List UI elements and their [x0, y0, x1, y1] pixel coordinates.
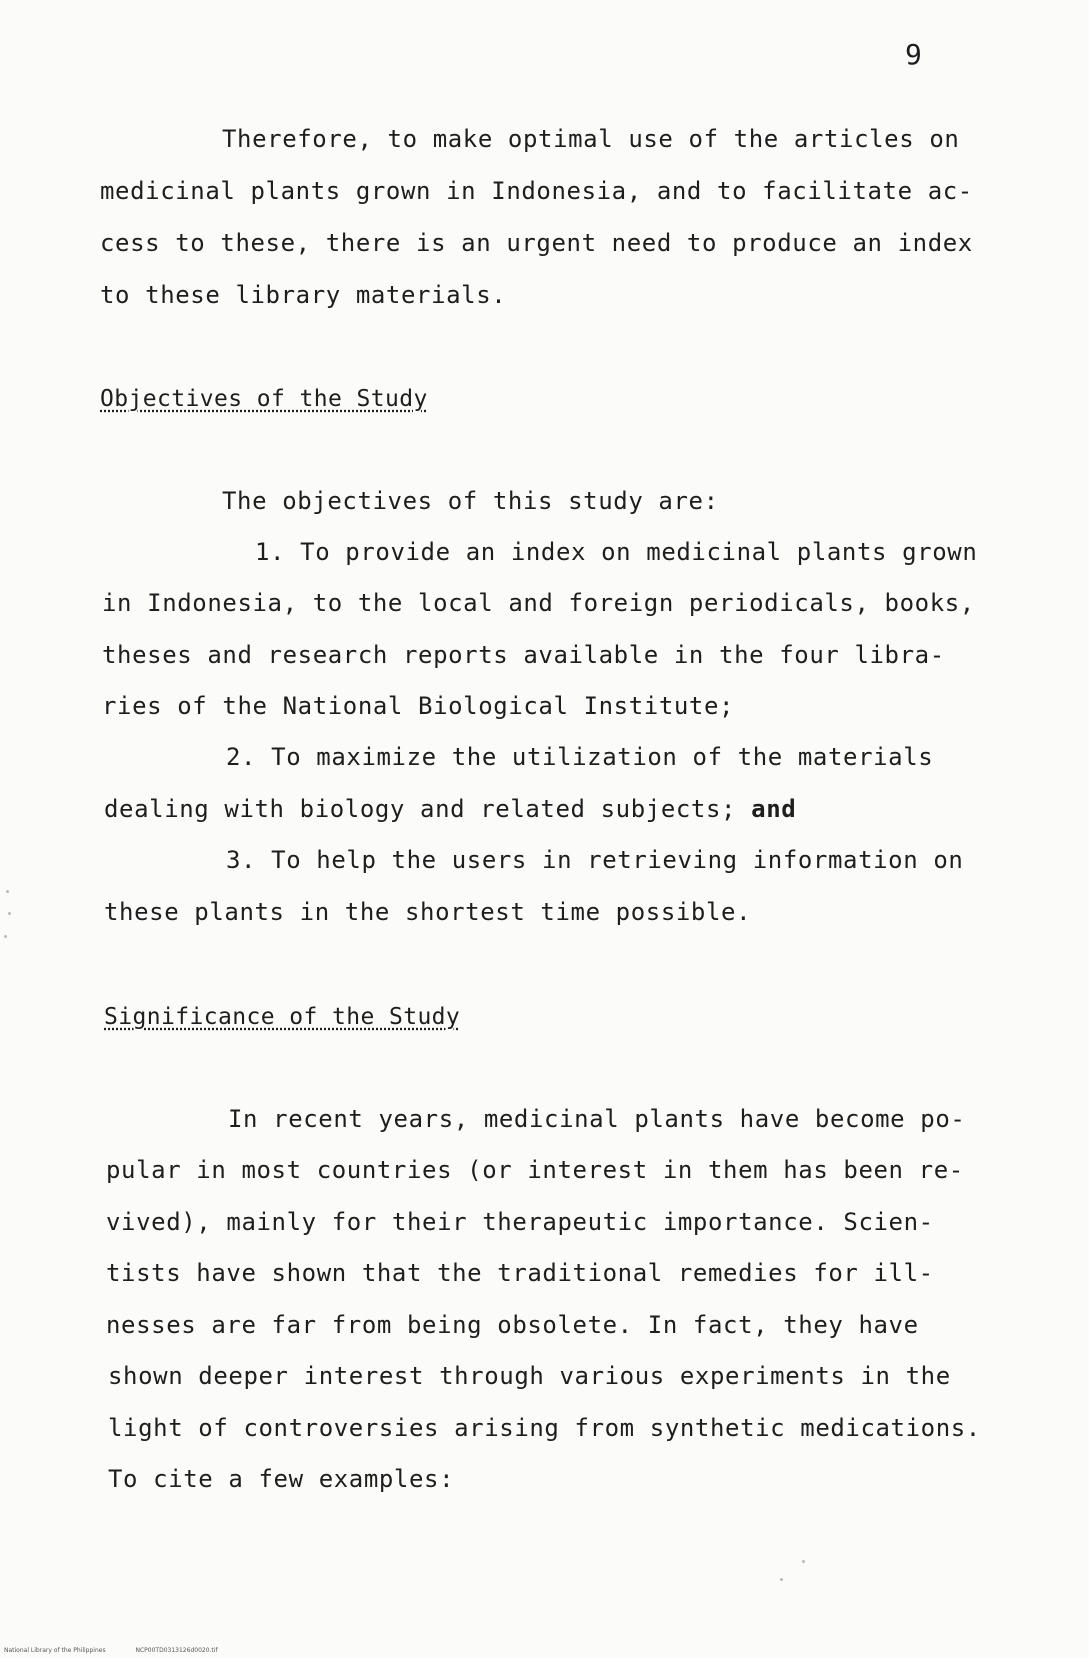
objective-1-line-1: 1. To provide an index on medicinal plants grown — [255, 538, 978, 566]
objective-3-line-1: 3. To help the users in retrieving information on — [226, 846, 964, 874]
objectives-heading: Objectives of the Study — [100, 386, 428, 412]
scan-speckle — [4, 935, 7, 938]
objective-2-line-1: 2. To maximize the utilization of the materials — [226, 743, 934, 771]
scan-footer-library: National Library of the Philippines — [4, 1647, 106, 1654]
intro-line-1: Therefore, to make optimal use of the articles on — [222, 125, 960, 153]
significance-line-2: pular in most countries (or interest in them has been re- — [106, 1156, 964, 1184]
significance-heading: Significance of the Study — [104, 1004, 461, 1030]
scan-footer-filename: NCP00TD0313126d0020.tif — [135, 1647, 218, 1654]
significance-line-4: tists have shown that the traditional remedies for ill- — [106, 1259, 934, 1287]
objective-1-line-4: ries of the National Biological Institute; — [102, 692, 735, 720]
scan-speckle — [802, 1560, 805, 1563]
significance-line-7: light of controversies arising from synthetic medications. — [108, 1414, 981, 1442]
objective-3-line-2: these plants in the shortest time possible. — [104, 898, 752, 926]
objective-1-line-2: in Indonesia, to the local and foreign periodicals, books, — [102, 589, 975, 617]
significance-line-3: vived), mainly for their therapeutic importance. Scien- — [106, 1208, 934, 1236]
objective-2-and: and — [751, 795, 797, 823]
scan-footer — [4, 1647, 246, 1654]
objective-2-line-2 — [104, 794, 796, 824]
significance-line-8: To cite a few examples: — [108, 1465, 455, 1493]
objective-2-line-2-text: dealing with biology and related subjects; — [104, 795, 737, 823]
page-number: 9 — [905, 38, 922, 71]
significance-line-6: shown deeper interest through various experiments in the — [108, 1362, 951, 1390]
intro-line-2: medicinal plants grown in Indonesia, and to facilitate ac- — [100, 177, 973, 205]
intro-line-3: cess to these, there is an urgent need to produce an index — [100, 229, 973, 257]
objectives-lead: The objectives of this study are: — [222, 487, 719, 515]
intro-line-4: to these library materials. — [100, 281, 507, 309]
significance-line-1: In recent years, medicinal plants have become po- — [228, 1105, 966, 1133]
scan-speckle — [780, 1578, 783, 1581]
significance-line-5: nesses are far from being obsolete. In fact, they have — [106, 1311, 919, 1339]
objective-1-line-3: theses and research reports available in the four libra- — [102, 641, 945, 669]
scan-speckle — [8, 912, 11, 915]
scan-speckle — [6, 890, 9, 893]
